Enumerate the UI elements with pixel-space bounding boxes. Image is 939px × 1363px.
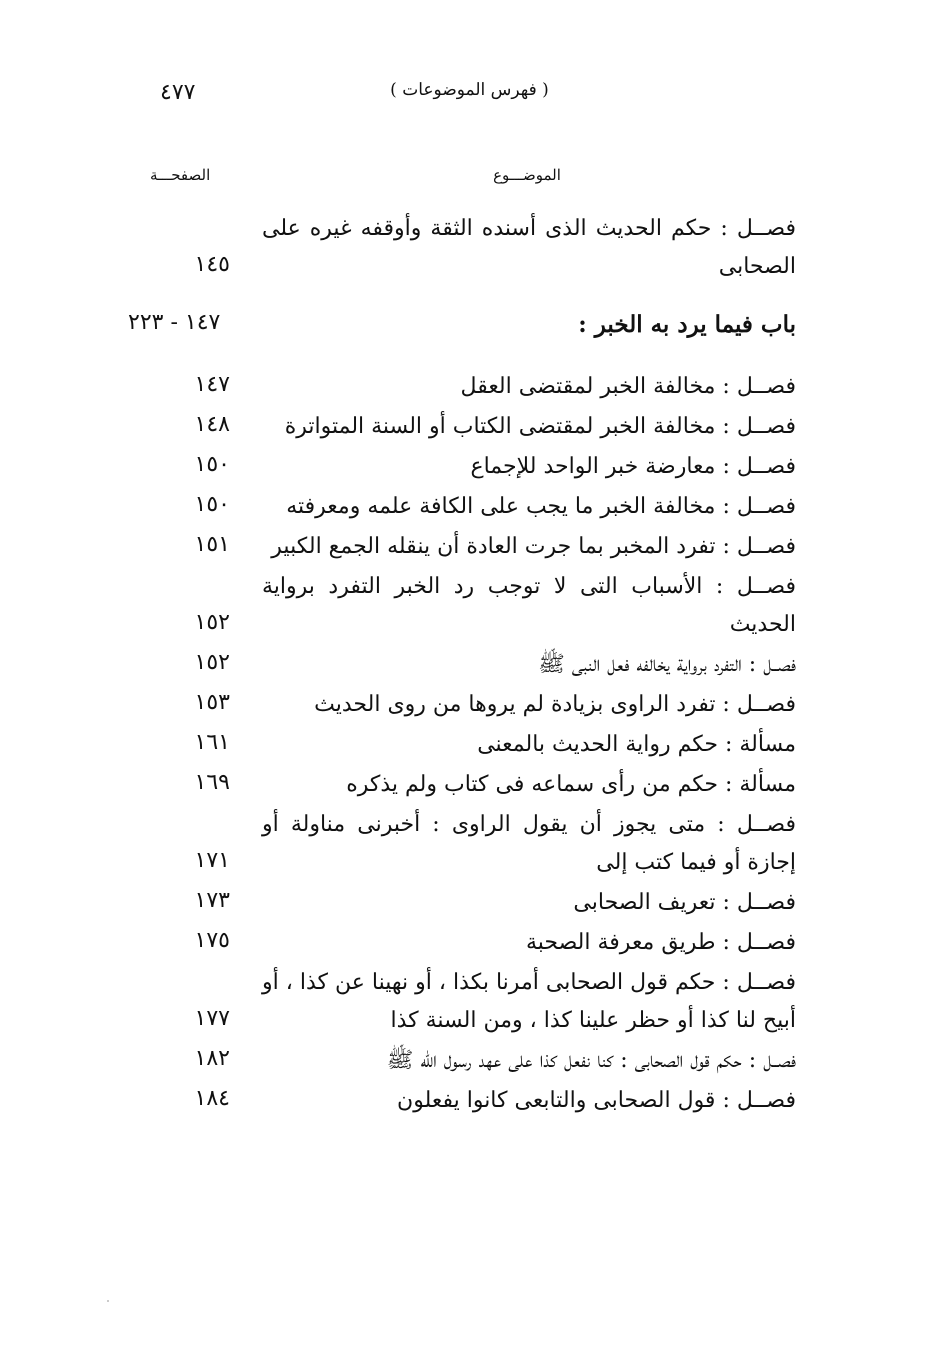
toc-entry-title: فصــل : مخالفة الخبر ما يجب على الكافة علمه ومعرفته — [286, 494, 796, 519]
toc-entry-page: ١٥١ — [194, 532, 230, 557]
page-header — [0, 74, 939, 114]
toc-entry — [0, 724, 939, 764]
toc-entry — [0, 922, 939, 962]
toc-entry-title: فصــل : معارضة خبر الواحد للإجماع — [470, 454, 796, 479]
toc-entry-page: ١٦١ — [194, 730, 230, 755]
toc-entry-title: فصــل : حكم قول الصحابى : كنا نفعل كذا على عهد رسول الله ﷺ — [386, 1048, 796, 1073]
toc-chapter — [0, 304, 939, 344]
toc-entry-title: فصــل : مخالفة الخبر لمقتضى الكتاب أو السنة المتواترة — [284, 414, 796, 439]
toc-entry-title: فصــل : التفرد برواية يخالفه فعل النبى ﷺ — [538, 652, 796, 677]
toc-entry — [0, 526, 939, 566]
toc-entry-page: ١٨٢ — [194, 1046, 230, 1071]
toc-entry — [0, 962, 939, 1040]
toc-entry-title: فصــل : تفرد الراوى بزيادة لم يروها من روى الحديث — [314, 692, 796, 717]
toc-entry-page: ١٨٤ — [194, 1086, 230, 1111]
toc-entry-title: فصــل : تفرد المخبر بما جرت العادة أن ينقله الجمع الكبير — [271, 534, 796, 559]
toc-entry-title: مسألة : حكم رواية الحديث بالمعنى — [477, 732, 796, 757]
toc-entry — [0, 1080, 939, 1120]
toc-entry — [0, 804, 939, 882]
column-headings — [0, 162, 939, 192]
toc-entry-title: فصــل : حكم الحديث الذى أسنده الثقة وأوقفه غيره على الصحابى — [262, 216, 796, 279]
toc-entry-title: فصــل : الأسباب التى لا توجب رد الخبر التفرد برواية الحديث — [262, 574, 796, 637]
toc-entry-title: فصــل : قول الصحابى والتابعى كانوا يفعلون — [397, 1088, 796, 1113]
toc-entry — [0, 882, 939, 922]
toc-entry — [0, 1040, 939, 1080]
toc-entry-page: ١٥٠ — [194, 492, 230, 517]
toc-entry — [0, 208, 939, 286]
toc-entry-page: ١٥٢ — [194, 610, 230, 635]
toc-entry — [0, 566, 939, 644]
toc-entry-page: ١٥٠ — [194, 452, 230, 477]
toc-entry-page: ١٧٧ — [194, 1006, 230, 1031]
toc-entry — [0, 406, 939, 446]
toc-entry-title: فصــل : تعريف الصحابى — [573, 890, 796, 915]
page-column-heading: الصفحـــة — [150, 166, 211, 184]
toc-entry — [0, 486, 939, 526]
page-number: ٤٧٧ — [160, 80, 196, 105]
toc-entry-title: فصــل : مخالفة الخبر لمقتضى العقل — [460, 374, 796, 399]
toc-entry — [0, 446, 939, 486]
toc-entry-page: ١٥٣ — [194, 690, 230, 715]
toc-entry-title: مسألة : حكم من رأى سماعه فى كتاب ولم يذكره — [346, 772, 796, 797]
scan-speck — [107, 1300, 109, 1302]
toc-entry-page: ١٦٩ — [194, 770, 230, 795]
toc-entry-page: ١٤٨ — [194, 412, 230, 437]
running-title: ( فهرس الموضوعات ) — [390, 80, 549, 100]
toc-entry-title: فصــل : حكم قول الصحابى أمرنا بكذا ، أو نهينا عن كذا ، أو أبيح لنا كذا أو حظر علينا كذا ، ومن السنة كذا — [262, 970, 796, 1033]
toc-entry — [0, 366, 939, 406]
toc-entry — [0, 684, 939, 724]
table-of-contents — [0, 208, 939, 1120]
toc-entry-page: ١٤٧ — [194, 372, 230, 397]
toc-entry-page: ١٧١ — [194, 848, 230, 873]
toc-entry — [0, 764, 939, 804]
topic-column-heading: الموضـــوع — [493, 166, 561, 184]
toc-entry-page: ١٤٥ — [194, 252, 230, 277]
toc-chapter-page-range: ١٤٧ - ٢٢٣ — [128, 310, 221, 335]
toc-entry-title: فصــل : طريق معرفة الصحبة — [525, 930, 796, 955]
toc-entry-page: ١٥٢ — [194, 650, 230, 675]
toc-entry-title: فصــل : متى يجوز أن يقول الراوى : أخبرنى مناولة أو إجازة أو فيما كتب إلى — [262, 812, 796, 875]
toc-entry — [0, 644, 939, 684]
toc-entry-page: ١٧٣ — [194, 888, 230, 913]
toc-chapter-title: باب فيما يرد به الخبر : — [578, 311, 796, 338]
toc-entry-page: ١٧٥ — [194, 928, 230, 953]
